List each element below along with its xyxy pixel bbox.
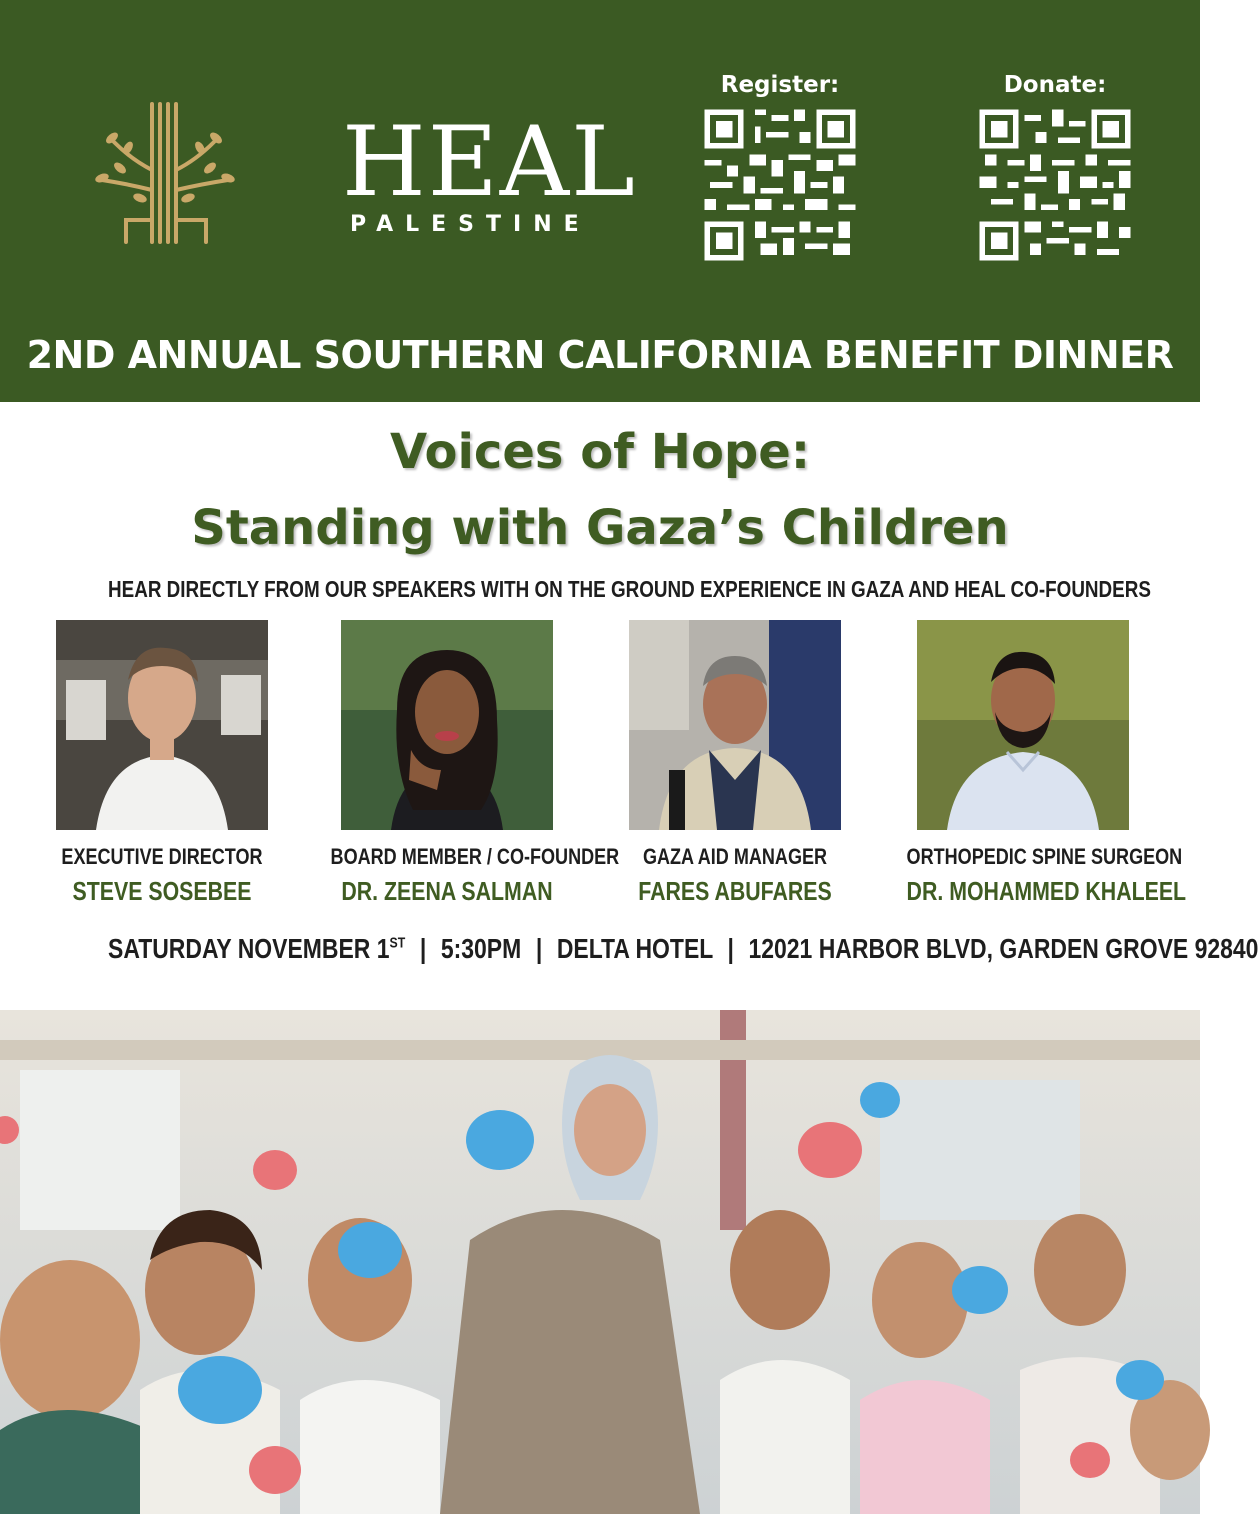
speaker-role: ORTHOPEDIC SPINE SURGEON	[906, 844, 1183, 869]
register-qr-code[interactable]	[699, 104, 861, 266]
register-qr-block[interactable]	[695, 70, 865, 266]
details-separator: |	[419, 933, 427, 964]
logo-heal-text: HEAL	[342, 106, 637, 218]
donate-label: Donate:	[1003, 72, 1107, 98]
event-venue: DELTA HOTEL	[556, 933, 713, 964]
speaker-name: STEVE SOSEBEE	[72, 876, 252, 906]
logo-palestine-text: PALESTINE	[350, 212, 591, 237]
tree-icon	[92, 100, 242, 246]
children-group-photo	[0, 1010, 1200, 1514]
title-line-1: Voices of Hope:	[389, 424, 811, 480]
heal-palestine-logo	[92, 100, 637, 250]
speaker-name: DR. MOHAMMED KHALEEL	[906, 876, 1187, 906]
speaker-role: GAZA AID MANAGER	[642, 844, 828, 869]
title-line-2: Standing with Gaza’s Children	[191, 500, 1009, 556]
details-separator: |	[535, 933, 543, 964]
event-day-suffix: ST	[389, 934, 406, 952]
speaker-photo	[56, 620, 268, 830]
speaker-name: DR. ZEENA SALMAN	[341, 876, 553, 906]
speaker-photo	[917, 620, 1129, 830]
event-details	[108, 933, 1258, 965]
speaker-name: FARES ABUFARES	[638, 876, 832, 906]
event-banner: 2ND ANNUAL SOUTHERN CALIFORNIA BENEFIT DINNER	[26, 333, 1174, 377]
details-separator: |	[727, 933, 734, 964]
event-address: 12021 HARBOR BLVD, GARDEN GROVE 92840	[748, 933, 1258, 964]
speaker-card	[881, 620, 1187, 906]
speaker-card	[20, 620, 304, 906]
speaker-photo	[629, 620, 841, 830]
event-time: 5:30PM	[440, 933, 522, 964]
register-label: Register:	[720, 72, 840, 98]
speaker-photo	[341, 620, 553, 830]
header-band	[0, 0, 1200, 402]
subheading: HEAR DIRECTLY FROM OUR SPEAKERS WITH ON THE GROUND EXPERIENCE IN GAZA AND HEAL CO-FOUNDERS	[108, 576, 1151, 602]
speaker-role: EXECUTIVE DIRECTOR	[61, 844, 263, 869]
donate-qr-block[interactable]	[970, 70, 1140, 266]
event-day: SATURDAY NOVEMBER 1	[108, 933, 390, 964]
donate-qr-code[interactable]	[974, 104, 1136, 266]
speaker-card	[593, 620, 877, 906]
speaker-role: BOARD MEMBER / CO-FOUNDER	[330, 844, 620, 869]
speaker-card	[305, 620, 620, 906]
